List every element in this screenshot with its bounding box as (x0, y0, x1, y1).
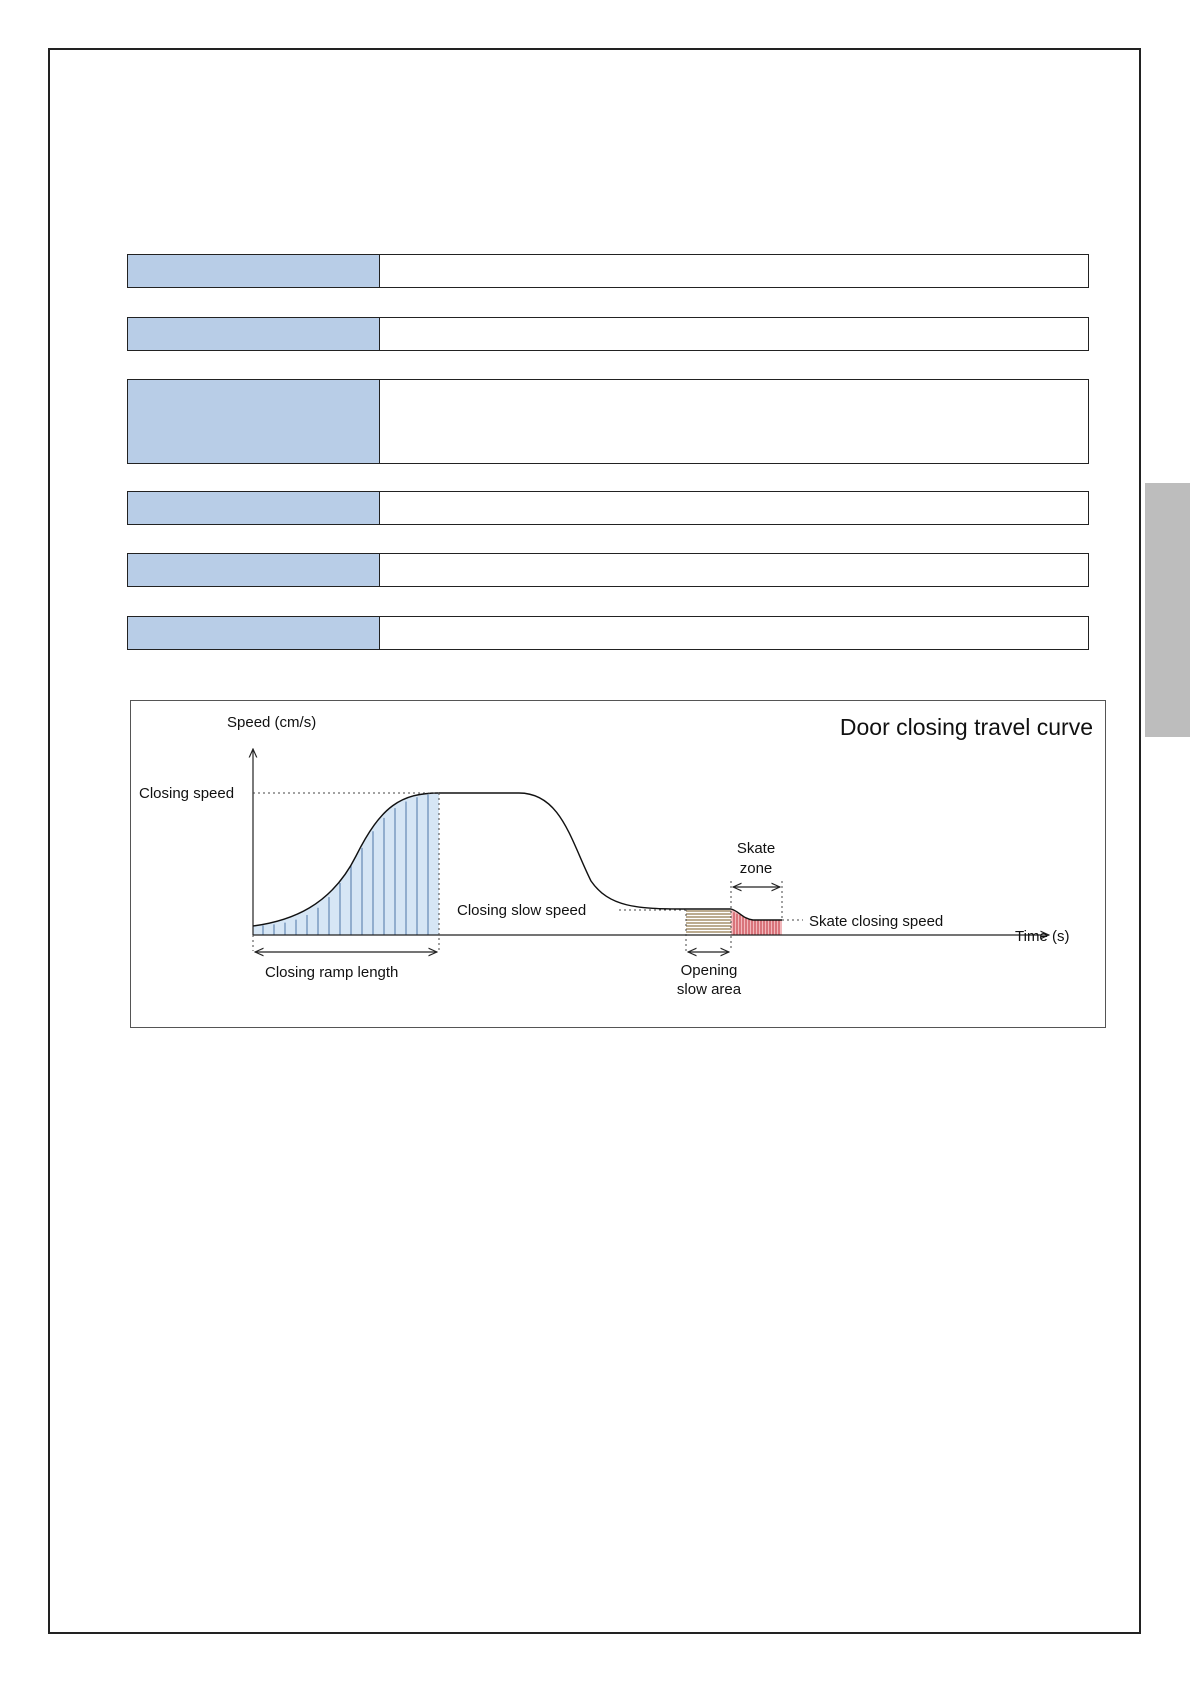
section-side-tab (1145, 483, 1190, 737)
closing-ramp-area (253, 793, 439, 935)
skate-zone-label-line1: Skate (736, 840, 776, 857)
parameter-name (128, 492, 380, 524)
parameter-row-1 (127, 254, 1089, 288)
opening-slow-area-label-line1: Opening (680, 962, 738, 979)
parameter-name (128, 255, 380, 287)
parameter-description (380, 255, 1088, 287)
parameter-description (380, 617, 1088, 649)
parameter-description (380, 554, 1088, 586)
closing-ramp-length-label: Closing ramp length (265, 964, 399, 981)
parameter-row-6 (127, 616, 1089, 650)
parameter-name (128, 554, 380, 586)
opening-slow-area-hatch (686, 911, 731, 932)
parameter-description (380, 380, 1088, 463)
parameter-name (128, 380, 380, 463)
speed-axis-label: Speed (cm/s) (227, 714, 317, 731)
parameter-row-5 (127, 553, 1089, 587)
skate-closing-speed-label: Skate closing speed (809, 913, 944, 930)
parameter-row-3 (127, 379, 1089, 464)
closing-speed-label: Closing speed (139, 785, 235, 802)
figure-title: Door closing travel curve (839, 714, 1093, 740)
parameter-row-4 (127, 491, 1089, 525)
parameter-name (128, 318, 380, 350)
parameter-name (128, 617, 380, 649)
travel-curve-diagram (131, 701, 1107, 1029)
parameter-row-2 (127, 317, 1089, 351)
opening-slow-area-label-line2: slow area (676, 981, 742, 998)
time-axis-label: Time (s) (1015, 928, 1070, 945)
skate-zone-label-line2: zone (739, 860, 773, 877)
closing-slow-speed-label: Closing slow speed (457, 902, 587, 919)
parameter-description (380, 492, 1088, 524)
parameter-description (380, 318, 1088, 350)
door-closing-travel-curve-figure (130, 700, 1106, 1028)
